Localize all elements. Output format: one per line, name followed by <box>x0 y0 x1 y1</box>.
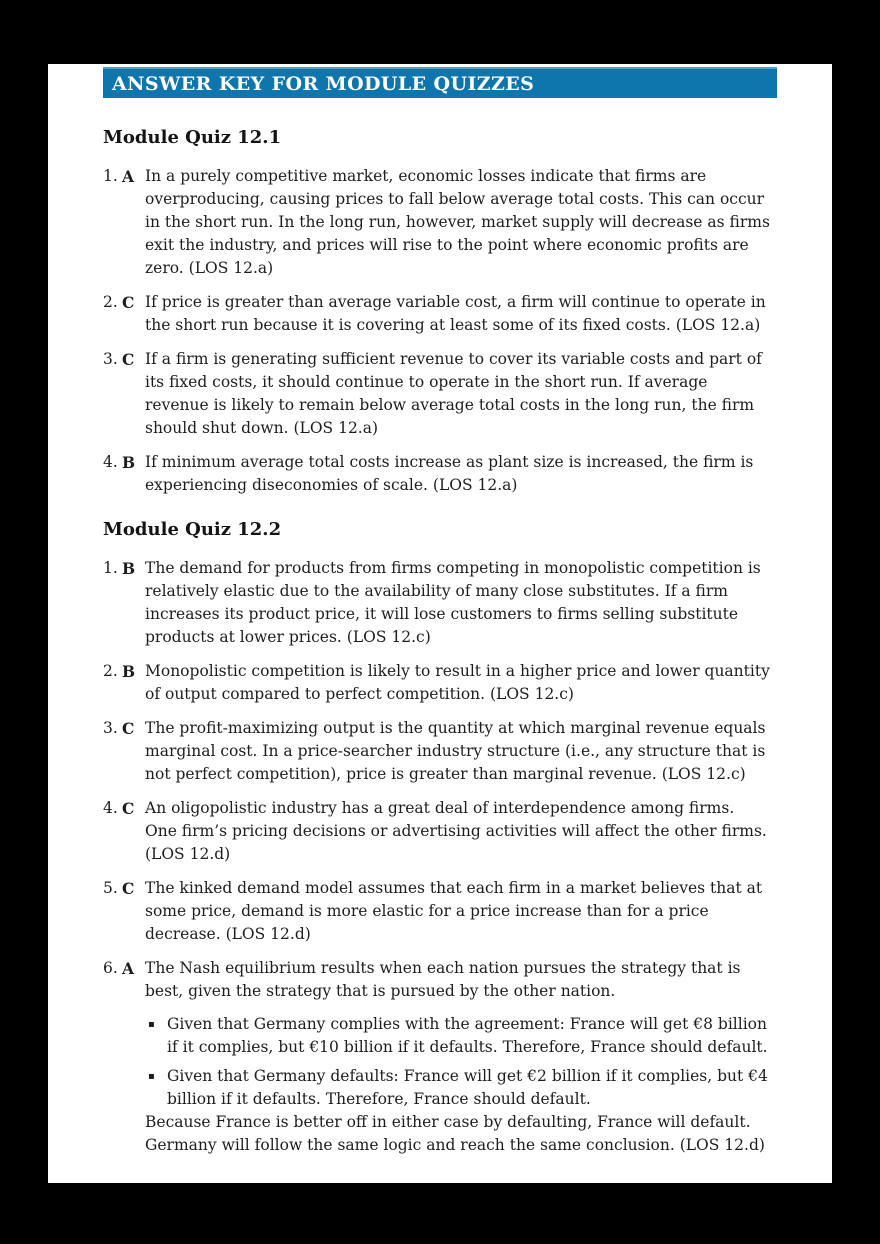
quiz-answer-item <box>103 660 770 706</box>
answer-explanation: The kinked demand model assumes that each firm in a market believes that at some price, demand is more elastic for a price increase than for a price decrease. (LOS 12.d) <box>145 879 763 943</box>
answer-letter: C <box>122 350 135 369</box>
answer-letter: B <box>122 453 136 472</box>
section-heading: Module Quiz 12.2 <box>103 519 282 540</box>
answer-letter: A <box>122 167 135 186</box>
section-heading: Module Quiz 12.1 <box>103 127 282 148</box>
quiz-answer-item <box>103 165 770 280</box>
answer-intro-text: The Nash equilibrium results when each nation pursues the strategy that is best, given the strategy that is pursued by the other nation. <box>145 959 741 1000</box>
answer-explanation: Monopolistic competition is likely to result in a higher price and lower quantity of output compared to perfect competition. (LOS 12.c) <box>145 662 770 703</box>
bullet-item <box>145 1013 770 1059</box>
item-number: 3. <box>103 350 118 368</box>
item-number: 3. <box>103 719 118 737</box>
document-page <box>48 64 832 1183</box>
bullet-square-icon: ▪ <box>148 1019 155 1030</box>
quiz-answer-item <box>103 717 770 786</box>
item-number: 1. <box>103 167 118 185</box>
quiz-answer-item <box>103 797 770 866</box>
answer-letter: C <box>122 719 135 738</box>
answer-explanation: If price is greater than average variable cost, a firm will continue to operate in the short run because it is covering at least some of its fixed costs. (LOS 12.a) <box>145 293 766 334</box>
answer-explanation: An oligopolistic industry has a great deal of interdependence among firms. One firm’s pricing decisions or advertising activities will affect the other firms. (LOS 12.d) <box>145 799 767 863</box>
answer-explanation: The demand for products from firms competing in monopolistic competition is relatively elastic due to the availability of many close substitutes. If a firm increases its product price, it will lose customers to firms selling substitute products at lower prices. (LOS 12.c) <box>145 559 761 646</box>
bullet-text: Given that Germany defaults: France will get €2 billion if it complies, but €4 billion if it defaults. Therefore, France should default. <box>167 1067 768 1108</box>
quiz-answer-item <box>103 348 770 440</box>
answer-letter: C <box>122 293 135 312</box>
item-number: 4. <box>103 799 118 817</box>
item-conclusion: Because France is better off in either case by defaulting, France will default. Germany will follow the same logic and reach the same conclusion. (LOS 12.d) <box>145 1113 765 1154</box>
banner-title: ANSWER KEY FOR MODULE QUIZZES <box>112 72 535 95</box>
answer-letter: C <box>122 799 135 818</box>
bullet-text: Given that Germany complies with the agreement: France will get €8 billion if it complies, but €10 billion if it defaults. Therefore, France should default. <box>167 1015 768 1056</box>
quiz-answer-item <box>103 557 770 649</box>
quiz-answer-item <box>103 451 770 497</box>
item-number: 1. <box>103 559 118 577</box>
item-number: 2. <box>103 662 118 680</box>
answer-key-banner <box>103 67 777 98</box>
bullet-square-icon: ▪ <box>148 1071 155 1082</box>
answer-letter: C <box>122 879 135 898</box>
answer-explanation: If a firm is generating sufficient revenue to cover its variable costs and part of its fixed costs, it should continue to operate in the short run. If average revenue is likely to remain below average total costs in the long run, the firm should shut down. (LOS 12.a) <box>145 350 762 437</box>
answer-letter: B <box>122 662 136 681</box>
answer-letter: A <box>122 959 135 978</box>
item-number: 2. <box>103 293 118 311</box>
quiz-answer-item <box>103 877 770 946</box>
bullet-list <box>145 1013 770 1111</box>
item-number: 5. <box>103 879 118 897</box>
item-number: 4. <box>103 453 118 471</box>
quiz-answer-item <box>103 291 770 337</box>
quiz-answer-item <box>103 957 770 1157</box>
bullet-item <box>145 1065 770 1111</box>
answer-explanation: If minimum average total costs increase as plant size is increased, the firm is experiencing diseconomies of scale. (LOS 12.a) <box>145 453 754 494</box>
module-quiz-section-12-2 <box>103 516 777 1168</box>
item-number: 6. <box>103 959 118 977</box>
answer-letter: B <box>122 559 136 578</box>
module-quiz-section-12-1 <box>103 124 777 508</box>
answer-explanation: In a purely competitive market, economic losses indicate that firms are overproducing, causing prices to fall below average total costs. This can occur in the short run. In the long run, however, market supply will decrease as firms exit the industry, and prices will rise to the point where economic profits are zero. (LOS 12.a) <box>145 167 770 277</box>
answer-explanation: The profit-maximizing output is the quantity at which marginal revenue equals marginal cost. In a price-searcher industry structure (i.e., any structure that is not perfect competition), price is greater than marginal revenue. (LOS 12.c) <box>145 719 766 783</box>
answer-explanation <box>145 957 770 1157</box>
